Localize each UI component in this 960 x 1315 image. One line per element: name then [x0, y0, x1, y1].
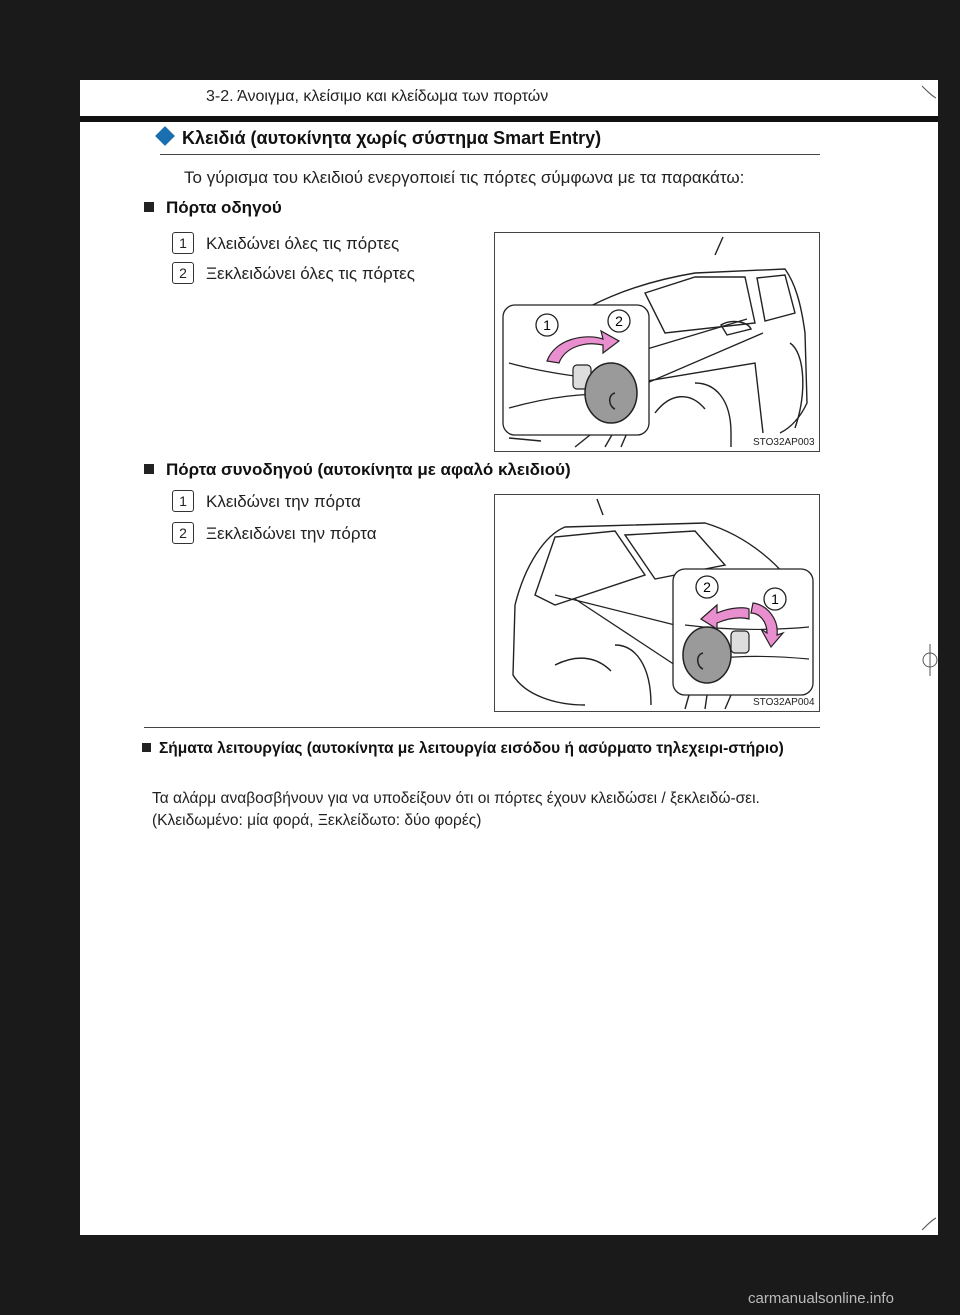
square-bullet-icon	[144, 202, 154, 212]
callout-2-label: 2	[615, 313, 623, 329]
page-header	[80, 80, 938, 112]
passenger-item-2	[172, 522, 377, 544]
driver-door-heading	[144, 198, 282, 218]
crop-mark-icon	[920, 1210, 938, 1234]
breadcrumb: 3-2. Άνοιγμα, κλείσιμο και κλείδωμα των πορτών	[206, 88, 549, 105]
number-box-icon: 1	[172, 232, 194, 254]
number-box-icon: 1	[172, 490, 194, 512]
passenger-item-1	[172, 490, 361, 512]
registration-mark-icon	[918, 640, 938, 680]
intro-text: Το γύρισμα του κλειδιού ενεργοποιεί τις πόρτες σύμφωνα με τα παρακάτω:	[184, 168, 745, 187]
car-side-illustration	[495, 495, 819, 711]
watermark: carmanualsonline.info	[748, 1290, 894, 1307]
car-front-illustration	[495, 233, 819, 451]
passenger-door-figure	[494, 494, 820, 712]
number-box-icon: 2	[172, 522, 194, 544]
square-bullet-icon	[142, 743, 151, 752]
number-box-icon: 2	[172, 262, 194, 284]
driver-item-1	[172, 232, 399, 254]
passenger-door-heading	[144, 460, 571, 480]
driver-item-1-text: Κλειδώνει όλες τις πόρτες	[206, 234, 400, 253]
figure-code: STO32AP004	[753, 697, 815, 708]
figure-code: STO32AP003	[753, 437, 815, 448]
passenger-item-1-text: Κλειδώνει την πόρτα	[206, 492, 361, 511]
callout-1-label: 1	[771, 591, 779, 607]
passenger-door-heading-text: Πόρτα συνοδηγού (αυτοκίνητα με αφαλό κλειδιού)	[166, 460, 571, 479]
driver-door-heading-text: Πόρτα οδηγού	[166, 198, 282, 217]
driver-door-figure	[494, 232, 820, 452]
square-bullet-icon	[144, 464, 154, 474]
crop-mark-icon	[920, 82, 938, 122]
passenger-item-2-text: Ξεκλειδώνει την πόρτα	[206, 524, 377, 543]
title-rule	[160, 154, 820, 155]
callout-1-label: 1	[543, 317, 551, 333]
driver-item-2	[172, 262, 415, 284]
manual-page	[80, 80, 938, 1235]
callout-2-label: 2	[703, 579, 711, 595]
note-text: Τα αλάρμ αναβοσβήνουν για να υποδείξουν ότι οι πόρτες έχουν κλειδώσει / ξεκλειδώ-σει. (Κλειδωμένο: μία φορά, Ξεκλείδωτο: δύο φορές)	[152, 790, 760, 829]
note-heading	[142, 738, 820, 760]
driver-item-2-text: Ξεκλειδώνει όλες τις πόρτες	[206, 264, 415, 283]
section-title	[158, 128, 601, 149]
diamond-bullet-icon	[155, 126, 175, 146]
section-divider	[144, 727, 820, 728]
note-heading-text: Σήματα λειτουργίας (αυτοκίνητα με λειτουργία εισόδου ή ασύρματο τηλεχειρι-στήριο)	[159, 740, 784, 757]
header-rule	[80, 116, 938, 122]
section-title-text: Κλειδιά (αυτοκίνητα χωρίς σύστημα Smart Entry)	[182, 128, 602, 148]
